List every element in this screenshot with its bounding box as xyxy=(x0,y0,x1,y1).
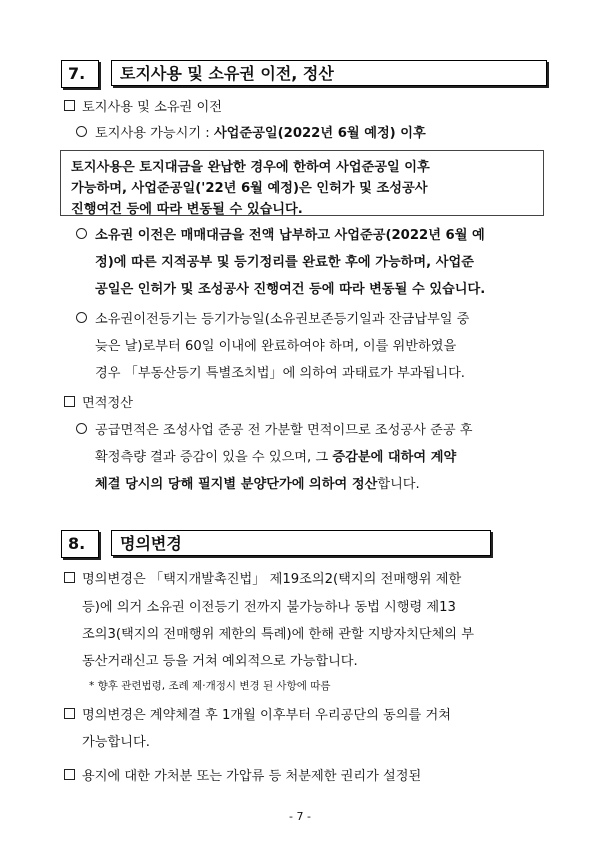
section-8-header xyxy=(61,530,553,558)
ownership-transfer-line: 소유권 이전은 매매대금을 전액 납부하고 사업준공(2022년 6월 예 xyxy=(76,227,485,245)
section-title: 명의변경 xyxy=(111,530,491,556)
notice-box xyxy=(60,150,544,216)
checkbox-square-icon xyxy=(64,572,75,583)
footnote: * 향후 관련법령, 조례 제·개정시 변경 된 사항에 따름 xyxy=(89,680,331,692)
item-land-use-heading: 토지사용 및 소유권 이전 xyxy=(64,99,222,117)
registration-line: 늦은 날)로부터 60일 이내에 완료하여야 하며, 이를 위반하였을 xyxy=(95,339,457,354)
name-change-line: 등)에 의거 소유권 이전등기 전까지 불가능하나 동법 시행령 제13 xyxy=(82,600,456,615)
circle-bullet-icon xyxy=(76,228,87,239)
ownership-transfer-line: 공일은 인허가 및 조성공사 진행여건 등에 따라 변동될 수 있습니다. xyxy=(95,282,486,297)
ownership-transfer-line: 정)에 따른 지적공부 및 등기정리를 완료한 후에 가능하며, 사업준 xyxy=(95,255,474,270)
notice-line: 토지사용은 토지대금을 완납한 경우에 한하여 사업준공일 이후 xyxy=(71,160,430,175)
registration-line: 경우 「부동산등기 특별조치법」에 의하여 과태료가 부과됩니다. xyxy=(95,366,466,381)
area-settlement-line: 확정측량 결과 증감이 있을 수 있으며, 그 증감분에 대하여 계약 xyxy=(95,450,457,465)
section-7-header xyxy=(61,60,553,88)
item-area-settlement-heading: 면적정산 xyxy=(64,395,133,413)
checkbox-square-icon xyxy=(64,100,75,111)
circle-bullet-icon xyxy=(76,423,87,434)
area-settlement-line: 공급면적은 조성사업 준공 전 가분할 면적이므로 조성공사 준공 후 xyxy=(76,422,473,440)
notice-line: 진행여건 등에 따라 변동될 수 있습니다. xyxy=(71,202,303,217)
area-settlement-line: 체결 당시의 당해 필지별 분양단가에 의하여 정산합니다. xyxy=(95,477,420,492)
disposal-restriction-line: 용지에 대한 가처분 또는 가압류 등 처분제한 권리가 설정된 xyxy=(64,768,421,786)
checkbox-square-icon xyxy=(64,708,75,719)
section-number: 7. xyxy=(61,60,99,88)
circle-bullet-icon xyxy=(76,126,87,137)
name-change-line: 동산거래신고 등을 거쳐 예외적으로 가능합니다. xyxy=(82,654,358,669)
section-number: 8. xyxy=(61,530,99,558)
checkbox-square-icon xyxy=(64,769,75,780)
page-number: - 7 - xyxy=(289,810,311,823)
name-change-consent-line: 가능합니다. xyxy=(82,735,150,750)
checkbox-square-icon xyxy=(64,396,75,407)
notice-line: 가능하며, 사업준공일('22년 6월 예정)은 인허가 및 조성공사 xyxy=(71,181,428,196)
registration-line: 소유권이전등기는 등기가능일(소유권보존등기일과 잔금납부일 중 xyxy=(76,311,469,329)
section-title: 토지사용 및 소유권 이전, 정산 xyxy=(111,60,547,86)
circle-bullet-icon xyxy=(76,312,87,323)
name-change-consent-line: 명의변경은 계약체결 후 1개월 이후부터 우리공단의 동의를 거쳐 xyxy=(64,707,451,725)
name-change-line: 명의변경은 「택지개발촉진법」 제19조의2(택지의 전매행위 제한 xyxy=(64,571,461,589)
name-change-line: 조의3(택지의 전매행위 제한의 특례)에 한해 관할 지방자치단체의 부 xyxy=(82,627,474,642)
land-use-period: 토지사용 가능시기 : 사업준공일(2022년 6월 예정) 이후 xyxy=(76,125,426,143)
